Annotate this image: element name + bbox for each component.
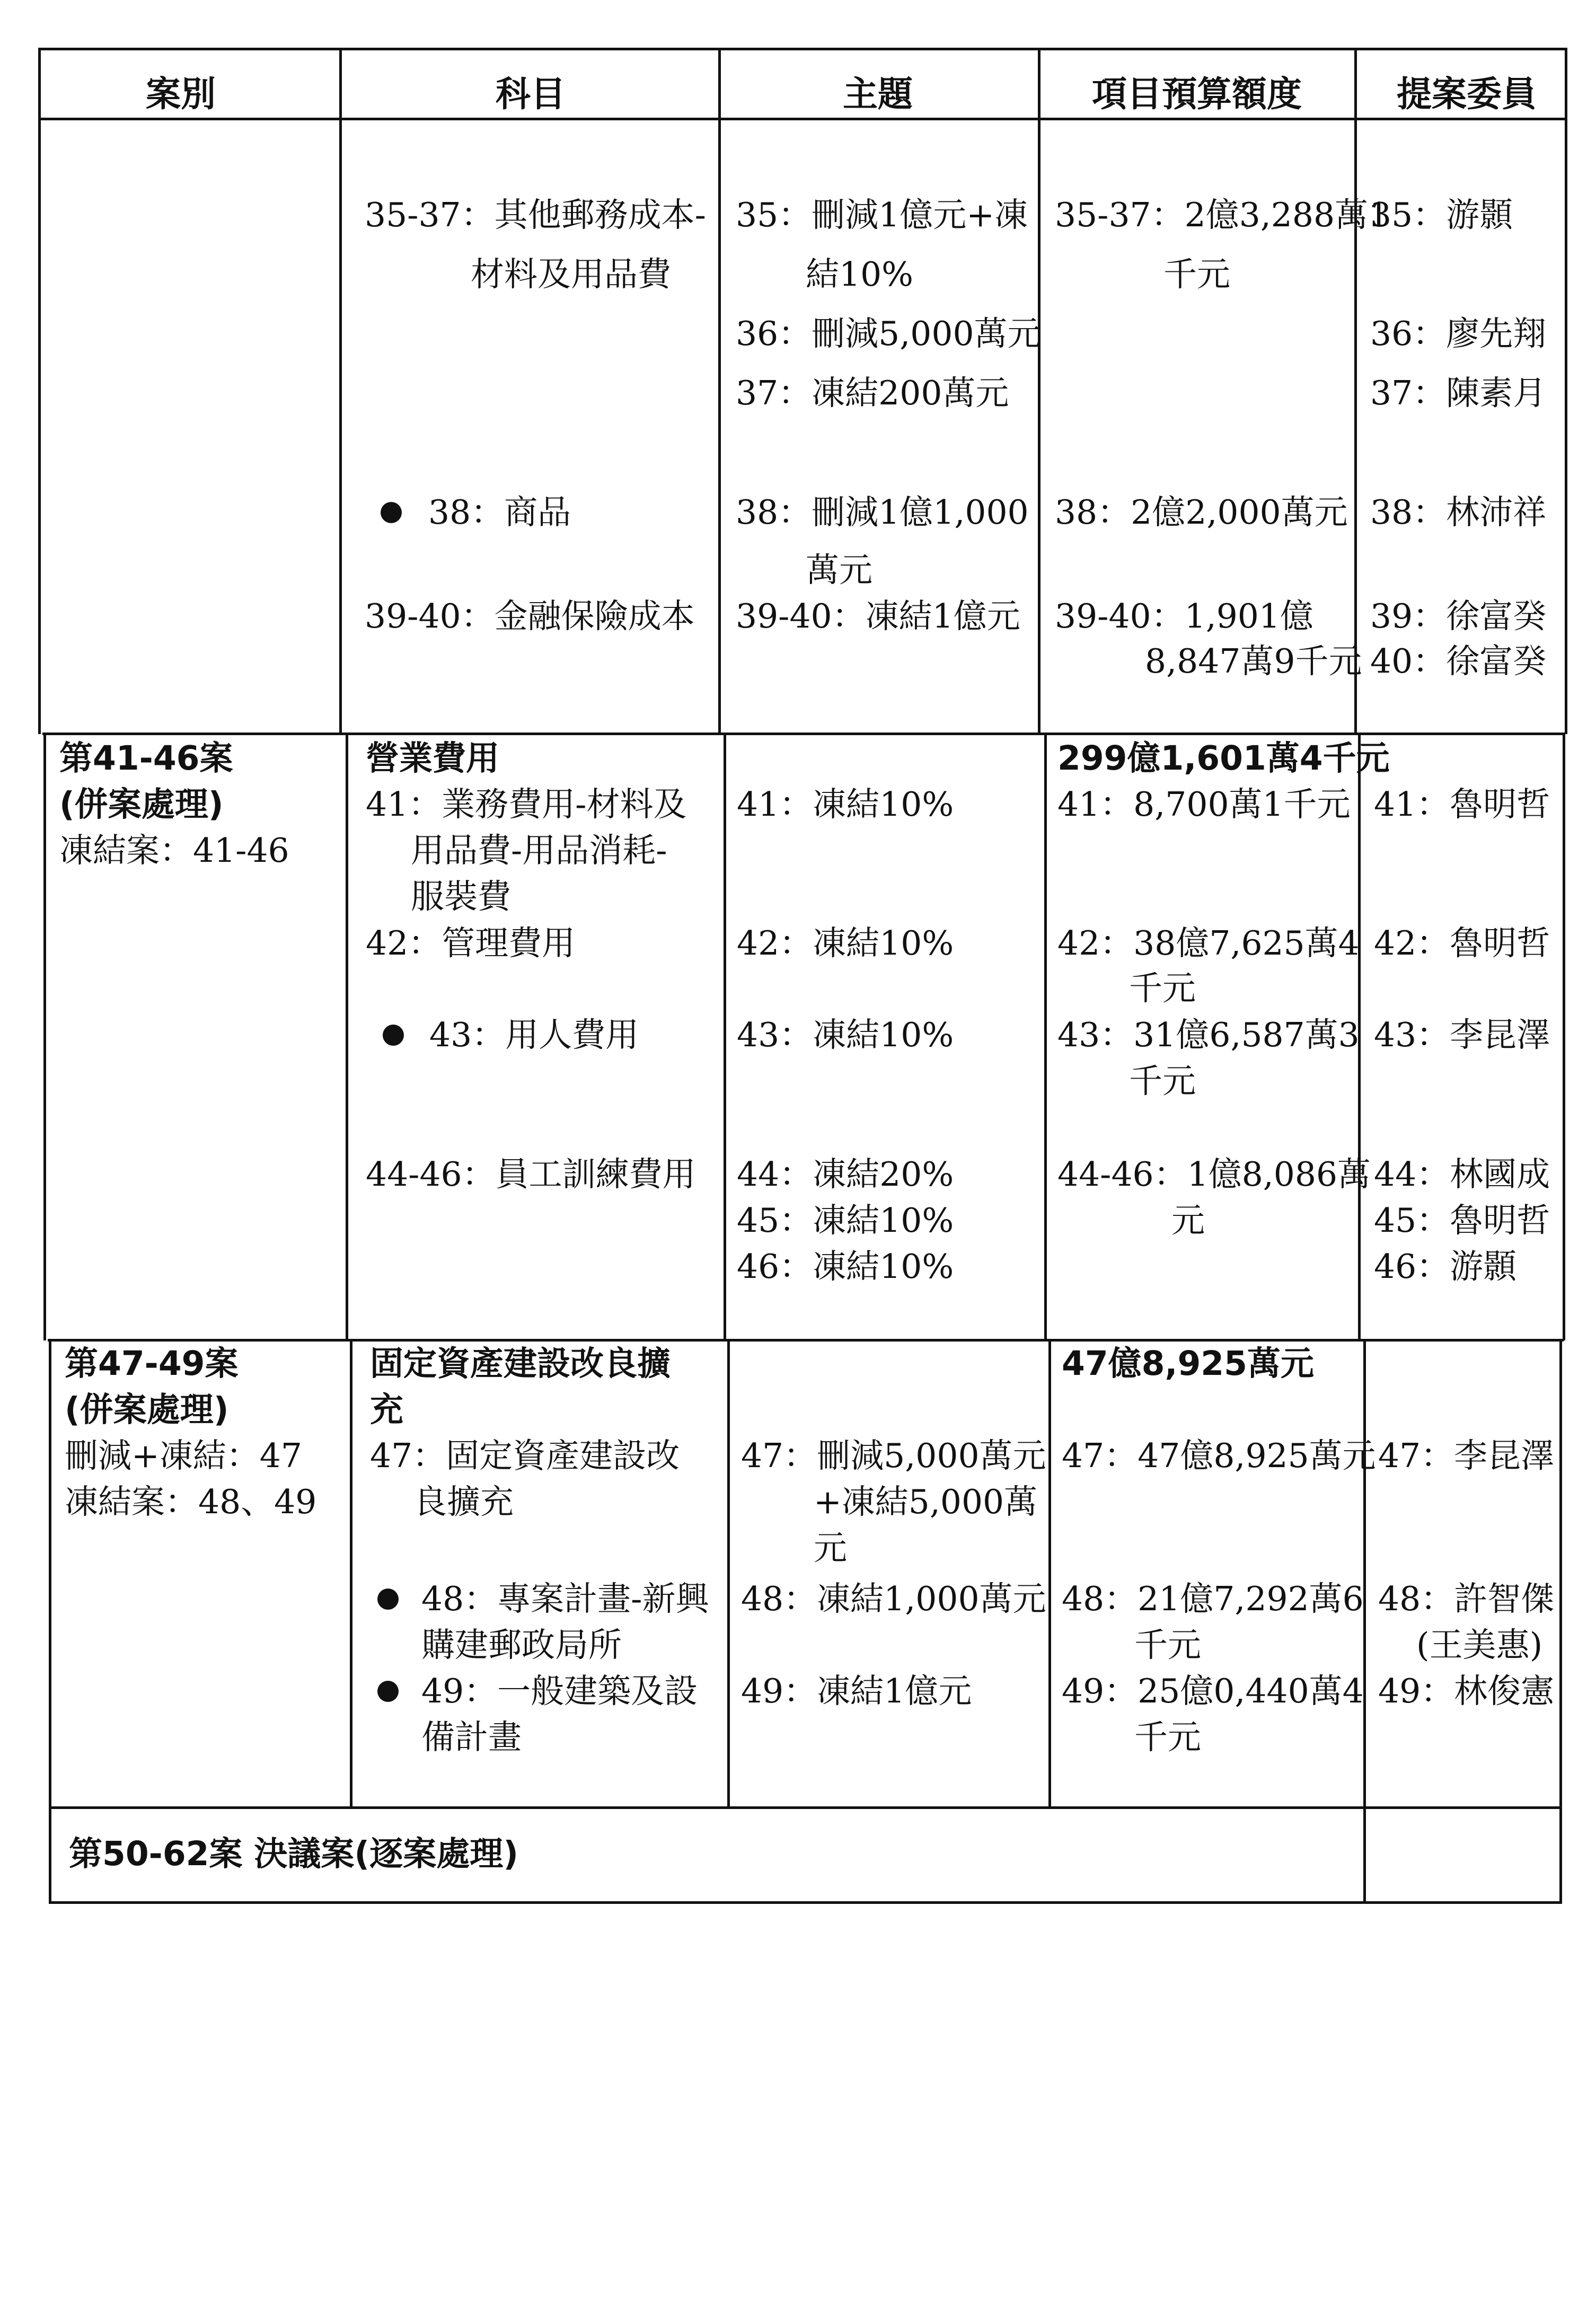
proposer-46: 46：游顥	[1374, 1247, 1517, 1286]
proposer-45: 45：魯明哲	[1374, 1201, 1550, 1240]
budget-35-37: 35-37：2億3,288萬1	[1055, 196, 1390, 234]
header-subject: 科目	[496, 74, 566, 114]
proposer-44: 44：林國成	[1374, 1155, 1550, 1194]
budget-total: 299億1,601萬4千元	[1057, 739, 1390, 778]
topic-46: 46：凍結10%	[737, 1247, 954, 1286]
bullet-icon	[377, 1589, 399, 1610]
proposer-35: 35：游顥	[1370, 196, 1513, 234]
subject-heading-cont: 充	[370, 1390, 403, 1429]
topic-41: 41：凍結10%	[737, 785, 954, 824]
column-divider-topic	[718, 48, 721, 734]
topic-47-cont: +凍結5,000萬	[814, 1483, 1038, 1521]
proposer-48: 48：許智傑	[1378, 1580, 1555, 1618]
budget-41: 41：8,700萬1千元	[1057, 785, 1351, 824]
subject-41-cont: 服裝費	[411, 877, 511, 916]
topic-47: 47：刪減5,000萬元	[741, 1436, 1046, 1475]
case-type: 凍結案：48、49	[65, 1483, 317, 1521]
topic-44: 44：凍結20%	[737, 1155, 954, 1194]
table-border-bottom	[51, 1901, 1562, 1904]
proposer-47: 47：李昆澤	[1378, 1436, 1555, 1475]
proposer-38: 38：林沛祥	[1370, 493, 1547, 532]
budget-48-cont: 千元	[1134, 1626, 1201, 1664]
subject-48-cont: 購建郵政局所	[421, 1626, 622, 1664]
case-type: 刪減+凍結：47	[65, 1436, 302, 1475]
table-border-left	[43, 733, 46, 1340]
budget-43: 43：31億6,587萬3	[1057, 1016, 1360, 1054]
column-divider-subject	[339, 48, 342, 734]
budget-48: 48：21億7,292萬6	[1062, 1580, 1364, 1618]
subject-42: 42：管理費用	[366, 924, 576, 963]
proposer-37: 37：陳素月	[1370, 374, 1547, 412]
topic-38: 38：刪減1億1,000	[736, 493, 1029, 532]
subject-47: 47：固定資產建設改	[370, 1436, 680, 1475]
row-divider-c	[51, 1806, 1562, 1809]
subject-49-cont: 備計畫	[421, 1718, 522, 1757]
proposer-42: 42：魯明哲	[1374, 924, 1550, 963]
subject-43: 43：用人費用	[429, 1016, 639, 1054]
case-mode: (併案處理)	[65, 1390, 229, 1429]
table-border-left	[49, 1339, 51, 1904]
row-divider-a	[42, 733, 1565, 735]
topic-35-cont: 結10%	[806, 255, 914, 294]
header-bottom-rule	[38, 118, 1567, 120]
budget-43-cont: 千元	[1129, 1062, 1196, 1100]
topic-39-40: 39-40：凍結1億元	[736, 597, 1020, 636]
topic-43: 43：凍結10%	[737, 1016, 954, 1054]
topic-37: 37：凍結200萬元	[736, 374, 1009, 412]
topic-36: 36：刪減5,000萬元	[736, 314, 1041, 353]
subject-44-46: 44-46：員工訓練費用	[366, 1155, 696, 1194]
column-divider-subject	[350, 1339, 352, 1808]
table-border-left	[38, 48, 41, 734]
bullet-icon	[381, 502, 402, 523]
budget-39-40: 39-40：1,901億	[1055, 597, 1313, 636]
proposer-40: 40：徐富癸	[1370, 642, 1547, 681]
budget-42: 42：38億7,625萬4	[1057, 924, 1360, 963]
topic-35: 35：刪減1億元+凍	[736, 196, 1028, 234]
column-divider-topic	[724, 733, 726, 1340]
subject-heading: 營業費用	[366, 739, 499, 778]
table-border-right	[1565, 48, 1567, 734]
subject-35-37: 35-37：其他郵務成本-	[365, 196, 706, 234]
column-divider-subject	[346, 733, 348, 1340]
subject-35-37-cont: 材料及用品費	[471, 255, 671, 294]
subject-heading: 固定資產建設改良擴	[370, 1344, 671, 1383]
table-border-top	[38, 48, 1567, 50]
case-type: 凍結案：41-46	[59, 831, 289, 870]
subject-48: 48：專案計畫-新興	[421, 1580, 709, 1618]
column-divider-budget	[1048, 1339, 1051, 1808]
subject-47-cont: 良擴充	[413, 1483, 514, 1521]
topic-49: 49：凍結1億元	[741, 1672, 972, 1710]
case-mode: (併案處理)	[59, 785, 224, 824]
table-border-right	[1559, 1339, 1562, 1904]
subject-41: 41：業務費用-材料及	[366, 785, 687, 824]
budget-44-46-cont: 元	[1171, 1201, 1205, 1240]
proposer-48-alt: (王美惠)	[1416, 1626, 1543, 1664]
budget-47: 47：47億8,925萬元	[1062, 1436, 1376, 1475]
budget-38: 38：2億2,000萬元	[1055, 493, 1348, 532]
bullet-icon	[383, 1025, 404, 1046]
subject-41-cont: 用品費-用品消耗-	[411, 831, 667, 870]
row-divider-b	[48, 1339, 1564, 1342]
proposer-49: 49：林俊憲	[1378, 1672, 1555, 1710]
header-budget: 項目預算額度	[1092, 74, 1302, 114]
topic-42: 42：凍結10%	[737, 924, 954, 963]
column-divider-budget	[1044, 733, 1047, 1340]
resolution-row-label: 第50-62案 決議案(逐案處理)	[69, 1834, 519, 1873]
header-case: 案別	[146, 74, 216, 114]
proposer-39: 39：徐富癸	[1370, 597, 1547, 636]
column-divider-proposer	[1354, 48, 1357, 734]
budget-42-cont: 千元	[1129, 969, 1196, 1008]
topic-47-cont: 元	[814, 1529, 847, 1567]
case-title: 第41-46案	[59, 739, 233, 778]
proposer-36: 36：廖先翔	[1370, 314, 1547, 353]
subject-39-40: 39-40：金融保險成本	[365, 597, 695, 636]
column-divider-topic	[727, 1339, 730, 1808]
proposer-41: 41：魯明哲	[1374, 785, 1550, 824]
proposer-43: 43：李昆澤	[1374, 1016, 1550, 1054]
header-topic: 主題	[843, 74, 913, 114]
budget-49-cont: 千元	[1134, 1718, 1201, 1757]
bullet-icon	[377, 1681, 399, 1702]
budget-39-40-cont: 8,847萬9千元	[1145, 642, 1362, 681]
budget-44-46: 44-46：1億8,086萬	[1057, 1155, 1371, 1194]
column-divider-budget	[1038, 48, 1041, 734]
topic-45: 45：凍結10%	[737, 1201, 954, 1240]
budget-total: 47億8,925萬元	[1062, 1344, 1314, 1383]
header-proposer: 提案委員	[1397, 74, 1537, 114]
topic-38-cont: 萬元	[806, 551, 872, 589]
table-border-right	[1563, 733, 1565, 1340]
budget-49: 49：25億0,440萬4	[1062, 1672, 1364, 1710]
case-title: 第47-49案	[65, 1344, 239, 1383]
subject-49: 49：一般建築及設	[421, 1672, 698, 1710]
topic-48: 48：凍結1,000萬元	[741, 1580, 1046, 1618]
budget-35-37-cont: 千元	[1163, 255, 1230, 294]
subject-38: 38：商品	[428, 493, 571, 532]
